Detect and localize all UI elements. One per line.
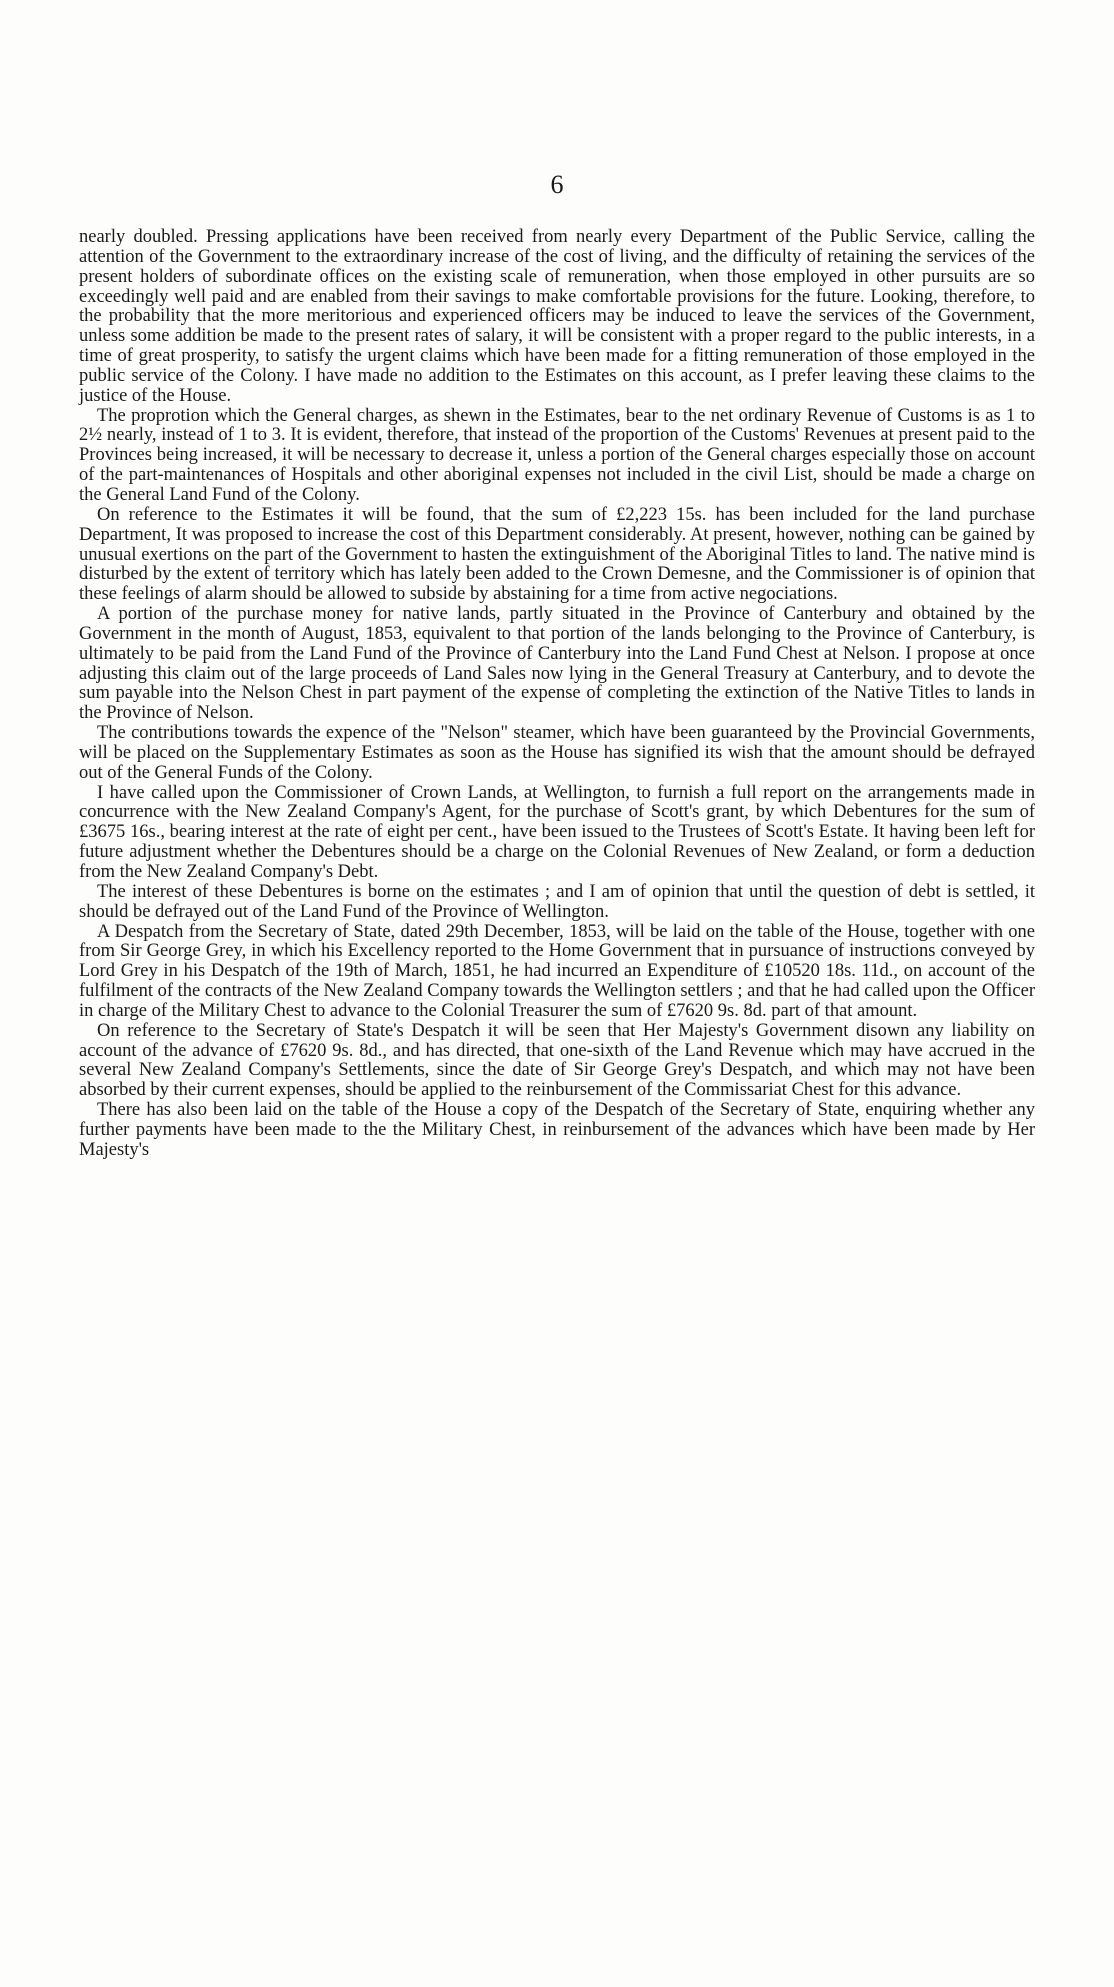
body-text [79, 228, 1035, 1161]
paragraph-4: A portion of the purchase money for native lands, partly situated in the Province of Canterbury and obtained by the Government in the month of August, 1853, equivalent to that portion of the lands belonging to the Province of Canterbury, is ultimately to be paid from the Land Fund of the Province of Canterbury into the Land Fund Chest at Nelson. I propose at once adjusting this claim out of the large proceeds of Land Sales now lying in the General Treasury at Canterbury, and to devote the sum payable into the Nelson Chest in part payment of the expense of completing the extinction of the Native Titles to lands in the Province of Nelson. [79, 604, 1035, 724]
paragraph-2: The proprotion which the General charges, as shewn in the Estimates, bear to the net ordinary Revenue of Customs is as 1 to 2½ nearly, instead of 1 to 3. It is evident, therefore, that instead of the proportion of the Customs' Revenues at present paid to the Provinces being increased, it will be necessary to decrease it, unless a portion of the General charges especially those on account of the part-maintenances of Hospitals and other aboriginal expenses not included in the civil List, should be made a charge on the General Land Fund of the Colony. [79, 405, 1035, 505]
paragraph-5: The contributions towards the expence of the "Nelson" steamer, which have been guaranteed by the Provincial Governments, will be placed on the Supplementary Estimates as soon as the House has signified its wish that the amount should be defrayed out of the General Funds of the Colony. [79, 723, 1035, 783]
paragraph-6: I have called upon the Commissioner of Crown Lands, at Wellington, to furnish a full report on the arrangements made in concurrence with the New Zealand Company's Agent, for the purchase of Scott's grant, by which Debentures for the sum of £3675 16s., bearing interest at the rate of eight per cent., have been issued to the Trustees of Scott's Estate. It having been left for future adjustment whether the Debentures should be a charge on the Colonial Revenues of New Zealand, or form a deduction from the New Zealand Company's Debt. [79, 782, 1035, 882]
paragraph-9: On reference to the Secretary of State's Despatch it will be seen that Her Majesty's Government disown any liability on account of the advance of £7620 9s. 8d., and has directed, that one-sixth of the Land Revenue which may have accrued in the several New Zealand Company's Settlements, since the date of Sir George Grey's Despatch, and which may not have been absorbed by their current expenses, should be applied to the reinbursement of the Commissariat Chest for this advance. [79, 1020, 1035, 1101]
page-number: 6 [550, 170, 564, 199]
paragraph-1: nearly doubled. Pressing applications have been received from nearly every Department of the Public Service, calling the attention of the Government to the extraordinary increase of the cost of living, and the difficulty of retaining the services of the present holders of subordinate offices on the existing scale of remuneration, when those employed in other pursuits are so exceedingly well paid and are enabled from their savings to make comfortable provisions for the future. Looking, therefore, to the probability that the more meritorious and experienced officers may be induced to leave the services of the Government, unless some addition be made to the present rates of salary, it will be consistent with a proper regard to the public interests, in a time of great prosperity, to satisfy the urgent claims which have been made for a fitting remuneration of those employed in the public service of the Colony. I have made no addition to the Estimates on this account, as I prefer leaving these claims to the justice of the House. [79, 227, 1035, 406]
paragraph-7: The interest of these Debentures is borne on the estimates ; and I am of opinion that until the question of debt is settled, it should be defrayed out of the Land Fund of the Province of Wellington. [79, 881, 1035, 922]
paragraph-3: On reference to the Estimates it will be found, that the sum of £2,223 15s. has been included for the land purchase Department, It was proposed to increase the cost of this Department considerably. At present, however, nothing can be gained by unusual exertions on the part of the Government to hasten the extinguishment of the Aboriginal Titles to land. The native mind is disturbed by the extent of territory which has lately been added to the Crown Demesne, and the Commissioner is of opinion that these feelings of alarm should be allowed to subside by abstaining for a time from active negociations. [79, 504, 1035, 605]
paragraph-8: A Despatch from the Secretary of State, dated 29th December, 1853, will be laid on the table of the House, together with one from Sir George Grey, in which his Excellency reported to the Home Government that in pursuance of instructions conveyed by Lord Grey in his Despatch of the 19th of March, 1851, he had incurred an Expenditure of £10520 18s. 11d., on account of the fulfilment of the contracts of the New Zealand Company towards the Wellington settlers ; and that he had called upon the Officer in charge of the Military Chest to advance to the Colonial Treasurer the sum of £7620 9s. 8d. part of that amount. [79, 921, 1035, 1021]
paragraph-10: There has also been laid on the table of the House a copy of the Despatch of the Secretary of State, enquiring whether any further payments have been made to the the Military Chest, in reinbursement of the advances which have been made by Her Majesty's [79, 1100, 1035, 1160]
